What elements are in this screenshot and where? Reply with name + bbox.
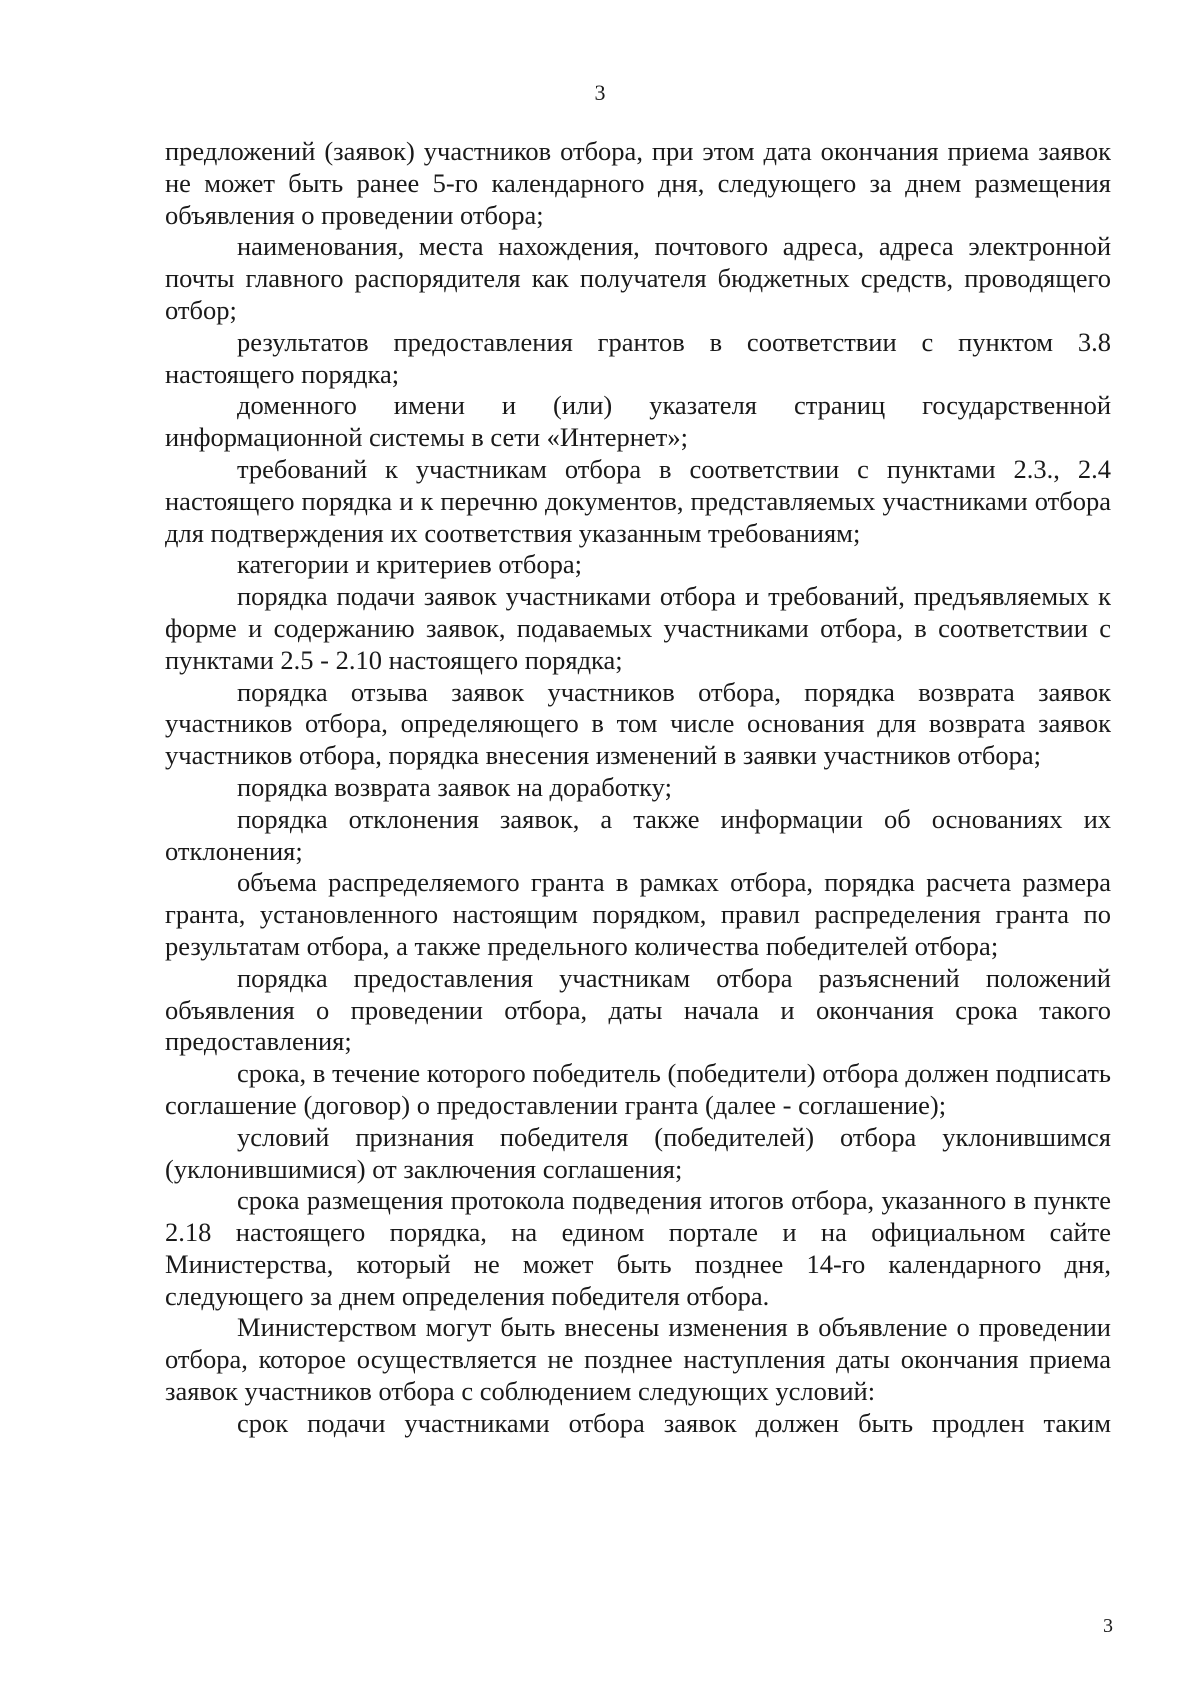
paragraph: срока размещения протокола подведения итогов отбора, указанного в пункте 2.18 настоящего порядка, на едином портале и на официальном сайте Министерства, который не может быть позднее 14-го календарного дня, следующего за днем определения победителя отбора. (165, 1185, 1111, 1311)
paragraph: порядка возврата заявок на доработку; (237, 771, 672, 802)
paragraph: порядка предоставления участникам отбора разъяснений положений объявления о проведении отбора, даты начала и окончания срока такого предоставления; (165, 962, 1111, 1057)
paragraph: результатов предоставления грантов в соответствии с пунктом 3.8 настоящего порядка; (165, 326, 1111, 389)
paragraph: порядка подачи заявок участниками отбора и требований, предъявляемых к форме и содержанию заявок, подаваемых участниками отбора, в соответствии с пунктами 2.5 - 2.10 настоящего порядка; (165, 581, 1111, 675)
paragraph: категории и критериев отбора; (237, 549, 582, 580)
document-body (165, 136, 1111, 1440)
paragraph: требований к участникам отбора в соответствии с пунктами 2.3., 2.4 настоящего порядка и к перечню документов, представляемых участниками отбора для подтверждения их соответствия указанным требованиям; (165, 453, 1111, 548)
page-number-bottom: 3 (1103, 1615, 1113, 1637)
page-number-top: 3 (594, 80, 606, 105)
paragraph: объема распределяемого гранта в рамках отбора, порядка расчета размера гранта, установленного настоящим порядком, правил распределения гранта по результатам отбора, а также предельного количества победителей отбора; (165, 867, 1111, 961)
paragraph: срока, в течение которого победитель (победители) отбора должен подписать соглашение (договор) о предоставлении гранта (далее - соглашение); (165, 1058, 1111, 1120)
paragraph: доменного имени и (или) указателя страниц государственной информационной системы в сети «Интернет»; (165, 390, 1111, 453)
paragraph: срок подачи участниками отбора заявок должен быть продлен таким (237, 1407, 1111, 1438)
paragraph: порядка отзыва заявок участников отбора, порядка возврата заявок участников отбора, определяющего в том числе основания для возврата заявок участников отбора, порядка внесения изменений в заявки участников отбора; (165, 676, 1111, 771)
paragraph: условий признания победителя (победителей) отбора уклонившимся (уклонившимися) от заключения соглашения; (165, 1121, 1111, 1184)
paragraph: Министерством могут быть внесены изменения в объявление о проведении отбора, которое осуществляется не позднее наступления даты окончания приема заявок участников отбора с соблюдением следующих условий: (165, 1312, 1111, 1407)
paragraph: порядка отклонения заявок, а также информации об основаниях их отклонения; (165, 803, 1111, 866)
paragraph: наименования, места нахождения, почтового адреса, адреса электронной почты главного распорядителя как получателя бюджетных средств, проводящего отбор; (165, 231, 1111, 325)
paragraph: предложений (заявок) участников отбора, при этом дата окончания приема заявок не может быть ранее 5-го календарного дня, следующего за днем размещения объявления о проведении отбора; (165, 136, 1111, 230)
